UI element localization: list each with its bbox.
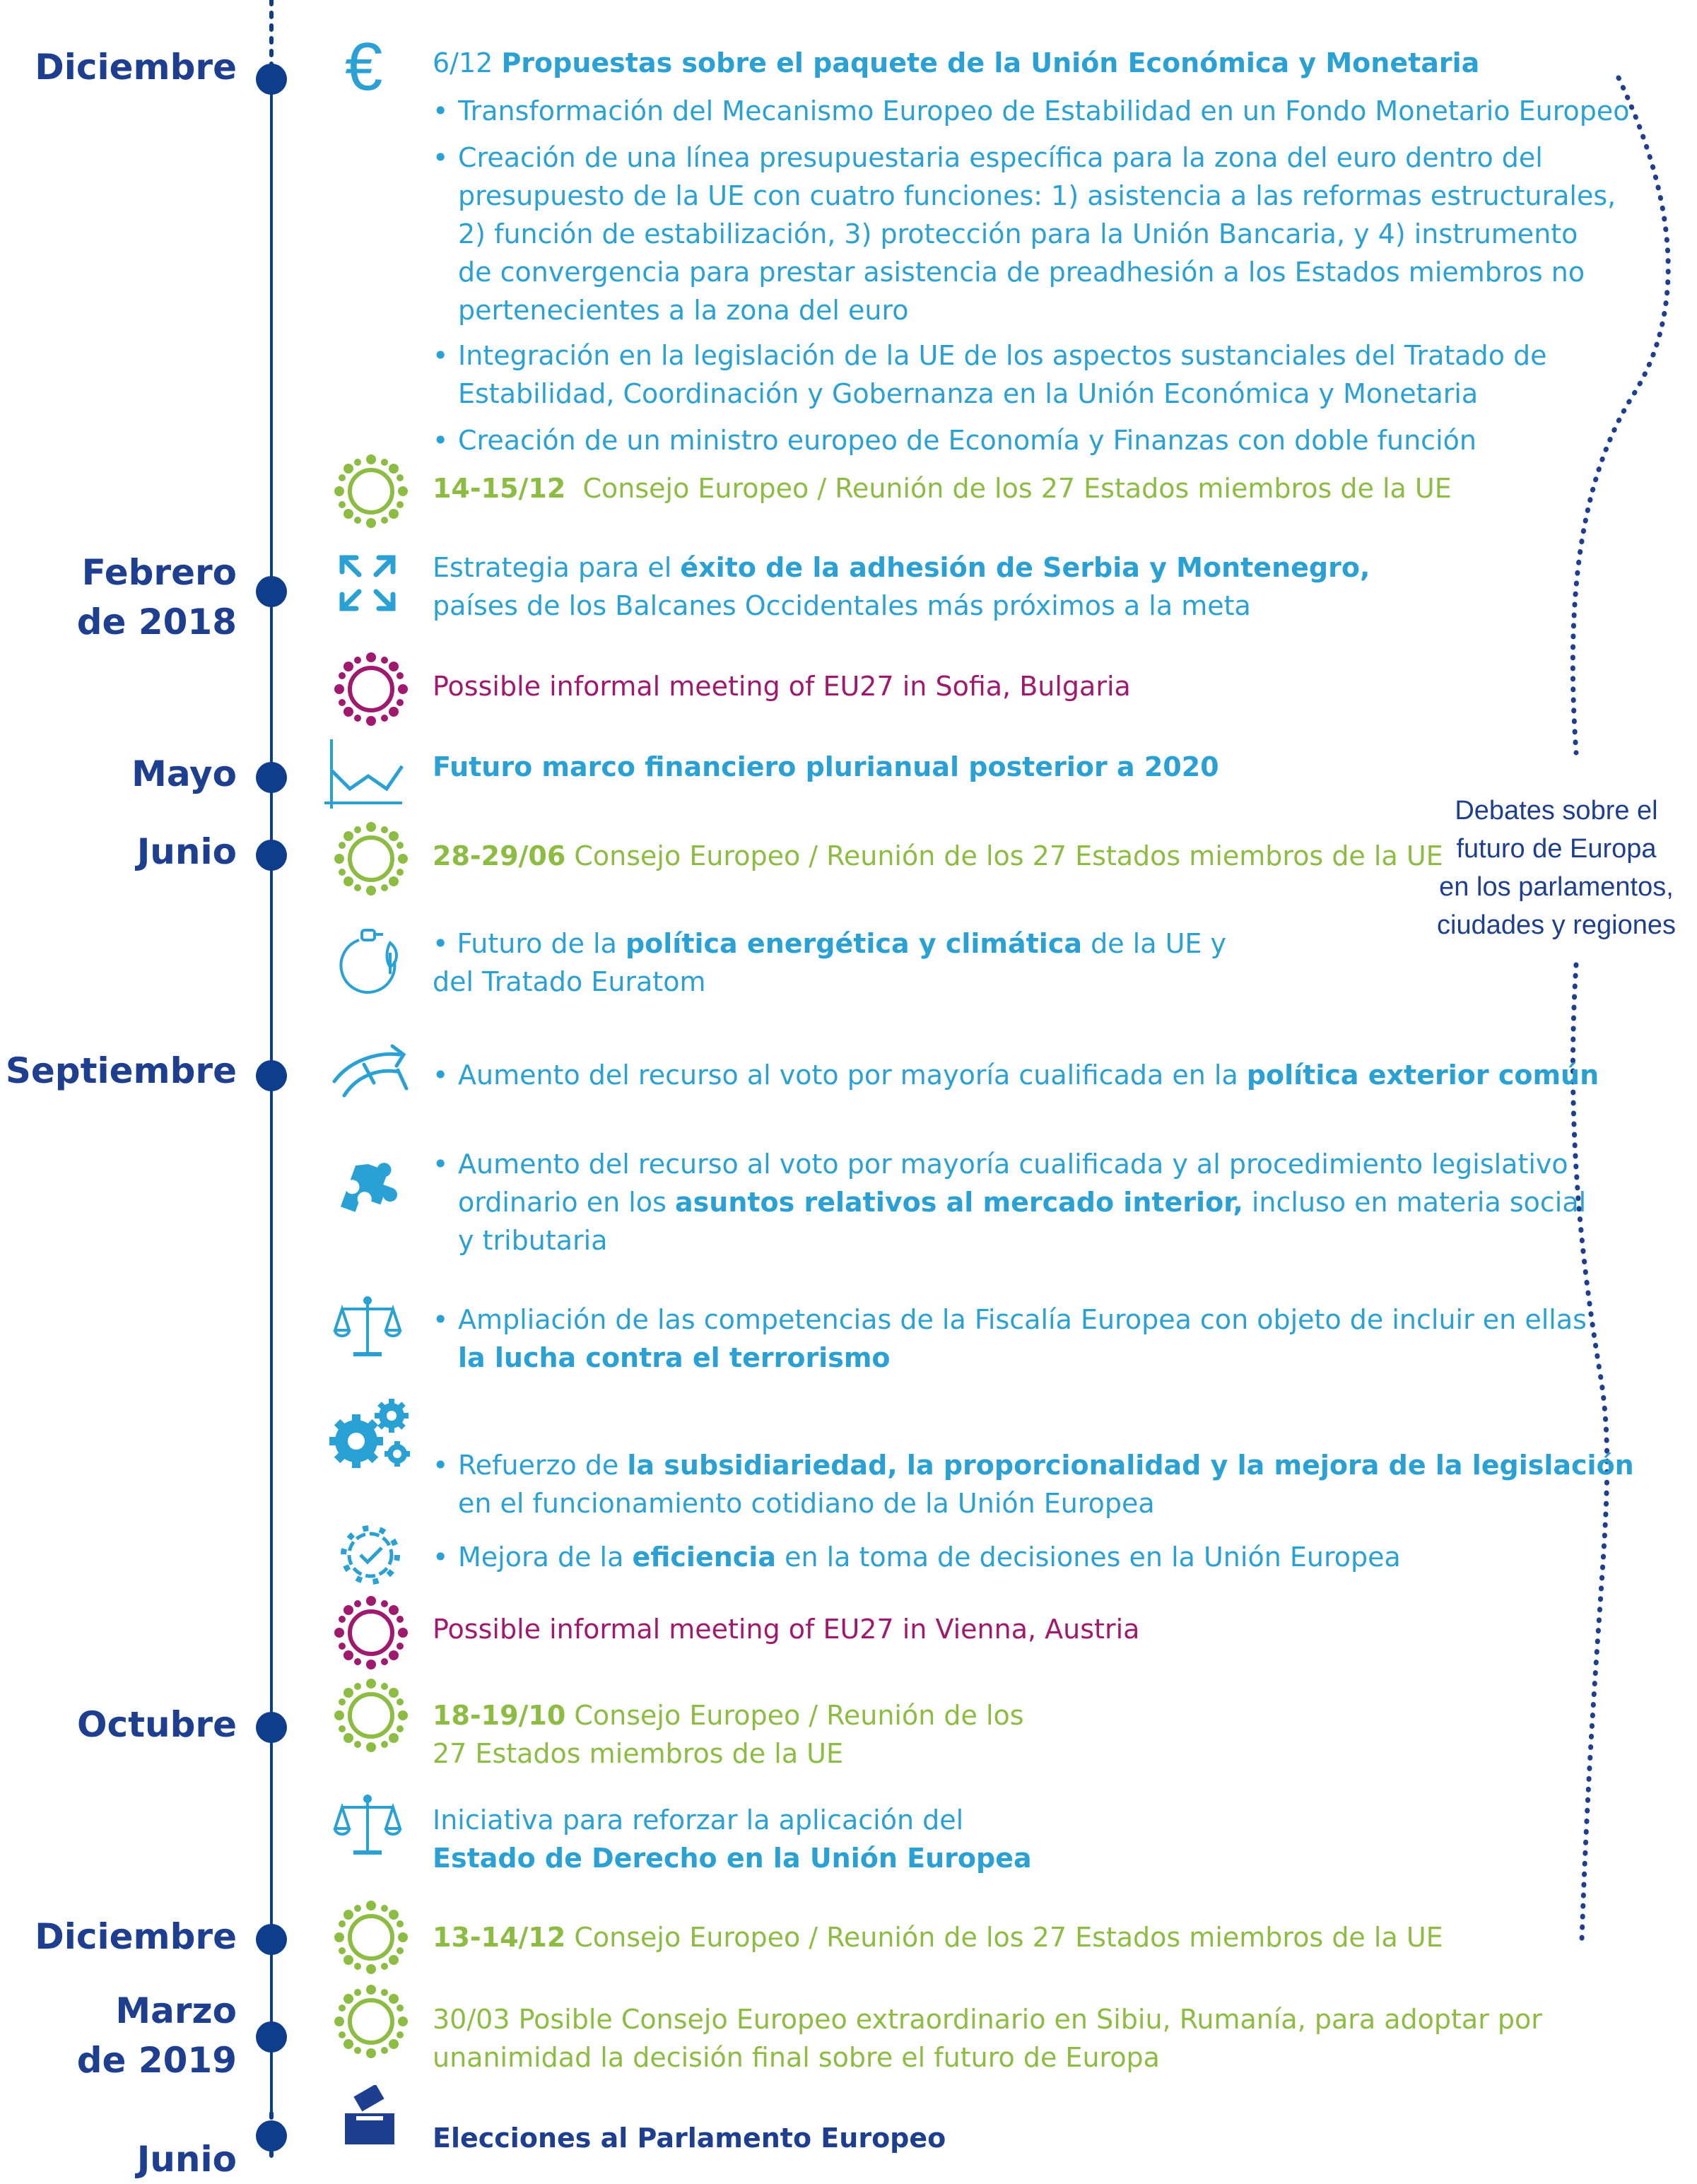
vienna-meeting: Possible informal meeting of EU27 in Vienna, Austria xyxy=(433,1614,1140,1645)
sept-internal-market: Aumento del recurso al voto por mayoría cualificada y al procedimiento legislativo ordinario en los asuntos relativos al mercado interior, incluso en materia social y tributaria xyxy=(458,1149,1587,1256)
feb-strategy: Estrategia para el éxito de la adhesión de Serbia y Montenegro, países de los Balcanes Occidentales más próximos a la meta xyxy=(433,552,1370,621)
timeline-dot xyxy=(256,840,287,871)
dec2018-council: 13-14/12 Consejo Europeo / Reunión de los 27 Estados miembros de la UE xyxy=(433,1922,1443,1953)
bullet: • xyxy=(433,340,449,371)
june-council: 28-29/06 Consejo Europeo / Reunión de los 27 Estados miembros de la UE xyxy=(433,840,1443,871)
month-label: Marzo xyxy=(115,1990,237,2031)
council-icon xyxy=(332,452,410,530)
month-label: Febrero xyxy=(81,552,237,593)
month-label: Junio xyxy=(136,831,237,872)
bullet: • xyxy=(433,1304,449,1335)
sofia-meeting: Possible informal meeting of EU27 in Sofia, Bulgaria xyxy=(433,671,1131,702)
informal-meeting-icon xyxy=(332,650,410,728)
bullet: • xyxy=(433,142,449,173)
month-label: de 2019 xyxy=(76,2040,237,2081)
dec-bullet-3: Integración en la legislación de la UE de los aspectos sustanciales del Tratado de Estabilidad, Coordinación y Gobernanza en la Unión Económica y Monetaria xyxy=(458,340,1547,409)
council-icon xyxy=(332,1983,410,2060)
bullet: • xyxy=(433,1450,449,1481)
side-debates-label: Debates sobre el futuro de Europa en los parlamentos, ciudades y regiones xyxy=(1437,796,1676,940)
puzzle-icon xyxy=(338,1159,401,1223)
timeline-dot xyxy=(256,576,287,607)
expand-arrows-icon xyxy=(332,548,403,618)
timeline-dot xyxy=(256,2021,287,2053)
sept-prosecutor: Ampliación de las competencias de la Fiscalía Europea con objeto de incluir en ellas la lucha contra el terrorismo xyxy=(458,1304,1587,1373)
timeline-dot xyxy=(256,1924,287,1955)
month-label: Octubre xyxy=(76,1704,237,1745)
side-brace xyxy=(1573,78,1668,1940)
line-chart-icon xyxy=(322,735,406,813)
energy-icon xyxy=(331,919,409,997)
oct-rule-of-law: Iniciativa para reforzar la aplicación del Estado de Derecho en la Unión Europea xyxy=(433,1804,1032,1874)
month-label: Mayo xyxy=(131,753,237,794)
dec-bullet-2: Creación de una línea presupuestaria específica para la zona del euro dentro del presupuesto de la UE con cuatro funciones: 1) asistencia a las reformas estructurales, 2) función de estabilización, 3) protección para la Unión Bancaria, y 4) instrumento de convergencia para prestar asistencia de preadhesión a los Estados miembros no pertenecientes a la zona del euro xyxy=(458,142,1616,326)
may-title: Futuro marco financiero plurianual posterior a 2020 xyxy=(433,751,1219,782)
justice-scales-icon xyxy=(332,1792,403,1862)
month-label: Septiembre xyxy=(5,1050,237,1091)
bullet: • xyxy=(433,1542,449,1573)
sept-subsidiarity: Refuerzo de la subsidiariedad, la proporcionalidad y la mejora de la legislación en el funcionamiento cotidiano de la Unión Europea xyxy=(458,1450,1634,1519)
oct-council: 18-19/10 Consejo Europeo / Reunión de los 27 Estados miembros de la UE xyxy=(433,1700,1024,1769)
sept-efficiency: Mejora de la eficiencia en la toma de decisiones en la Unión Europea xyxy=(458,1542,1401,1573)
justice-scales-icon xyxy=(332,1293,403,1364)
ballot-box-icon xyxy=(338,2085,401,2149)
council-icon xyxy=(332,1677,410,1754)
timeline-dot xyxy=(256,1712,287,1743)
council-icon xyxy=(332,1898,410,1976)
jun2019-elections: Elecciones al Parlamento Europeo xyxy=(433,2123,946,2154)
month-label: Junio xyxy=(136,2139,237,2180)
month-label: Diciembre xyxy=(35,47,237,88)
foreign-policy-icon xyxy=(329,1039,413,1103)
dec-bullet-1: Transformación del Mecanismo Europeo de Estabilidad en un Fondo Monetario Europeo xyxy=(458,95,1630,127)
informal-meeting-icon xyxy=(332,1594,410,1672)
sept-foreign-policy: Aumento del recurso al voto por mayoría cualificada en la política exterior común xyxy=(458,1059,1599,1091)
mar2019-sibiu: 30/03 Posible Consejo Europeo extraordinario en Sibiu, Rumanía, para adoptar por unanimidad la decisión final sobre el futuro de Europa xyxy=(433,2004,1542,2073)
timeline-dot xyxy=(256,762,287,793)
bullet: • xyxy=(433,425,449,456)
dec-council: 14-15/12 Consejo Europeo / Reunión de los 27 Estados miembros de la UE xyxy=(433,473,1452,504)
timeline-dot xyxy=(256,1060,287,1091)
bullet: • xyxy=(433,1059,449,1091)
dec-title: 6/12 Propuestas sobre el paquete de la Unión Económica y Monetaria xyxy=(433,47,1480,78)
efficiency-gear-check-icon xyxy=(335,1520,406,1590)
gears-icon xyxy=(327,1396,415,1474)
euro-icon: € xyxy=(345,29,383,105)
council-icon xyxy=(332,820,410,898)
bullet: • xyxy=(433,95,449,127)
bullet: • xyxy=(433,1149,449,1180)
june-energy: • Futuro de la política energética y climática de la UE y del Tratado Euratom xyxy=(433,928,1226,997)
timeline-dot xyxy=(256,64,287,95)
month-label: de 2018 xyxy=(76,601,237,642)
dec-bullet-4: Creación de un ministro europeo de Economía y Finanzas con doble función xyxy=(458,425,1476,456)
month-label: Diciembre xyxy=(35,1916,237,1957)
timeline-dot xyxy=(256,2120,287,2151)
